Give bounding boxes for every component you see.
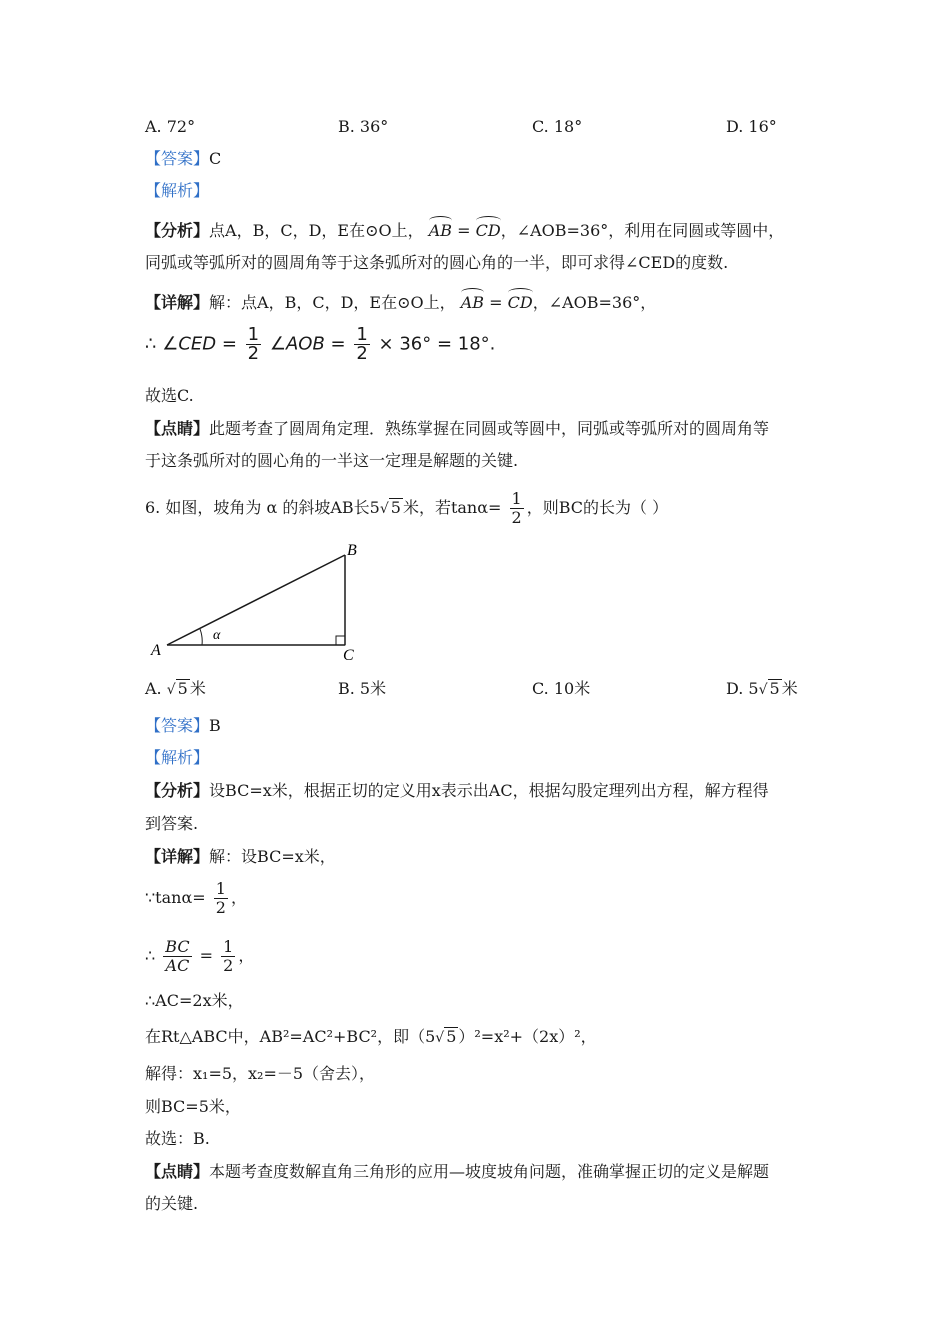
hypotenuse-ab [167, 555, 345, 645]
fraction-half: $\frac{1}{2}$ [215, 879, 226, 917]
fraction-half: $\frac{1}{2}$ [511, 489, 522, 527]
xiangjie-text-b: ，∠AOB=36°， [532, 293, 657, 312]
q6-answer-value: B [209, 716, 221, 735]
q6-ratio-line: ∴ $\frac{BC}{AC}$ = $\frac{1}{2}$ ， [145, 937, 255, 975]
q6-option-c: C. 10米 [532, 679, 591, 698]
dianjing-line-2: 于这条弧所对的圆心角的一半这一定理是解题的关键. [145, 451, 519, 470]
fraction-bc-ac: $\frac{BC}{AC}$ [165, 937, 190, 975]
arc-ab: AB [461, 288, 484, 314]
arc-ab: AB [429, 216, 452, 242]
guxuan-q5: 故选C. [145, 386, 194, 405]
q6-dianjing-line-2: 的关键. [145, 1194, 199, 1213]
fenxi-text-a: 点A，B，C，D，E在⊙O上， [209, 221, 424, 240]
label-a: A [151, 642, 161, 659]
right-angle-mark [336, 636, 345, 645]
fenxi-line-1 [145, 216, 784, 242]
fenxi-line-2: 同弧或等弧所对的圆周角等于这条弧所对的圆心角的一半，即可求得∠CED的度数. [145, 253, 729, 272]
q6-because-line: ∵tanα= $\frac{1}{2}$ ， [145, 879, 247, 917]
q6-option-b: B. 5米 [338, 679, 387, 698]
formula-tail: × 36° = 18°. [378, 333, 496, 355]
equals: = [457, 221, 471, 240]
xiangjie-tag: 【详解】 [145, 293, 210, 312]
q6-guxuan: 故选：B. [145, 1129, 210, 1148]
jiexi-tag: 【解析】 [145, 181, 210, 200]
option-b: B. 36° [338, 117, 389, 136]
option-c: C. 18° [532, 117, 583, 136]
q6-stem: 6. 如图，坡角为 α 的斜坡AB长5√ 5 米，若tanα= $\frac{1}{2}$ ，则BC的长为（ ） [145, 489, 669, 527]
answer-line [145, 148, 221, 170]
formula-ced: ∴ ∠CED = $\frac{1}{2}$ ∠AOB = $\frac{1}{2}$ × 36° = 18°. [145, 324, 496, 364]
q6-fenxi-line-2: 到答案. [145, 814, 199, 833]
answer-tag: 【答案】 [145, 149, 210, 168]
q6-option-d: D. 5√ 5 米 [726, 679, 798, 698]
therefore-symbol: ∴ [145, 333, 157, 355]
q6-option-a: A. √ 5 米 [145, 679, 206, 698]
q6-xiangjie-line: 【详解】解：设BC=x米， [145, 847, 336, 866]
q6-solve-line: 解得：x₁=5，x₂=－5（舍去）， [145, 1064, 376, 1083]
dianjing-line-1: 【点睛】此题考查了圆周角定理．熟练掌握在同圆或等圆中，同弧或等弧所对的圆周角等 [145, 419, 770, 438]
fenxi-text-b: ，∠AOB=36°，利用在同圆或等圆中， [500, 221, 785, 240]
fenxi-tag: 【分析】 [145, 221, 210, 240]
q6-answer-line: 【答案】B [145, 716, 221, 735]
angle-aob: ∠AOB [269, 333, 325, 355]
q6-ac-line: ∴AC=2x米， [145, 991, 244, 1010]
xiangjie-line-1 [145, 288, 656, 314]
q6-dianjing-line-1: 【点睛】本题考查度数解直角三角形的应用—坡度坡角问题，准确掌握正切的定义是解题 [145, 1162, 770, 1181]
q6-fenxi-line-1: 【分析】设BC=x米，根据正切的定义用x表示出AC，根据勾股定理列出方程，解方程得 [145, 781, 769, 800]
answer-value: C [209, 149, 222, 168]
equals: = [489, 293, 503, 312]
triangle-figure [145, 535, 385, 665]
angle-arc [200, 629, 202, 645]
fraction-half: $\frac{1}{2}$ [247, 324, 260, 364]
fraction-half: $\frac{1}{2}$ [356, 324, 368, 364]
option-a: A. 72° [145, 117, 196, 136]
label-alpha: α [213, 628, 221, 643]
arc-cd: CD [508, 288, 533, 314]
arc-cd: CD [476, 216, 501, 242]
label-b: B [347, 542, 357, 559]
fraction-half: $\frac{1}{2}$ [223, 937, 234, 975]
q6-rt-line: 在Rt△ABC中，AB²=AC²+BC²，即（5√ 5 ）²=x²+（2x）²， [145, 1027, 597, 1046]
label-c: C [343, 647, 354, 664]
option-d: D. 16° [726, 117, 777, 136]
q6-result-line: 则BC=5米， [145, 1097, 241, 1116]
angle-ced: ∠CED [162, 333, 217, 355]
q6-jiexi-tag: 【解析】 [145, 748, 210, 767]
dianjing-tag: 【点睛】 [145, 419, 210, 438]
sqrt-5: 5 [390, 498, 401, 517]
xiangjie-text-a: 解：点A，B，C，D，E在⊙O上， [209, 293, 456, 312]
